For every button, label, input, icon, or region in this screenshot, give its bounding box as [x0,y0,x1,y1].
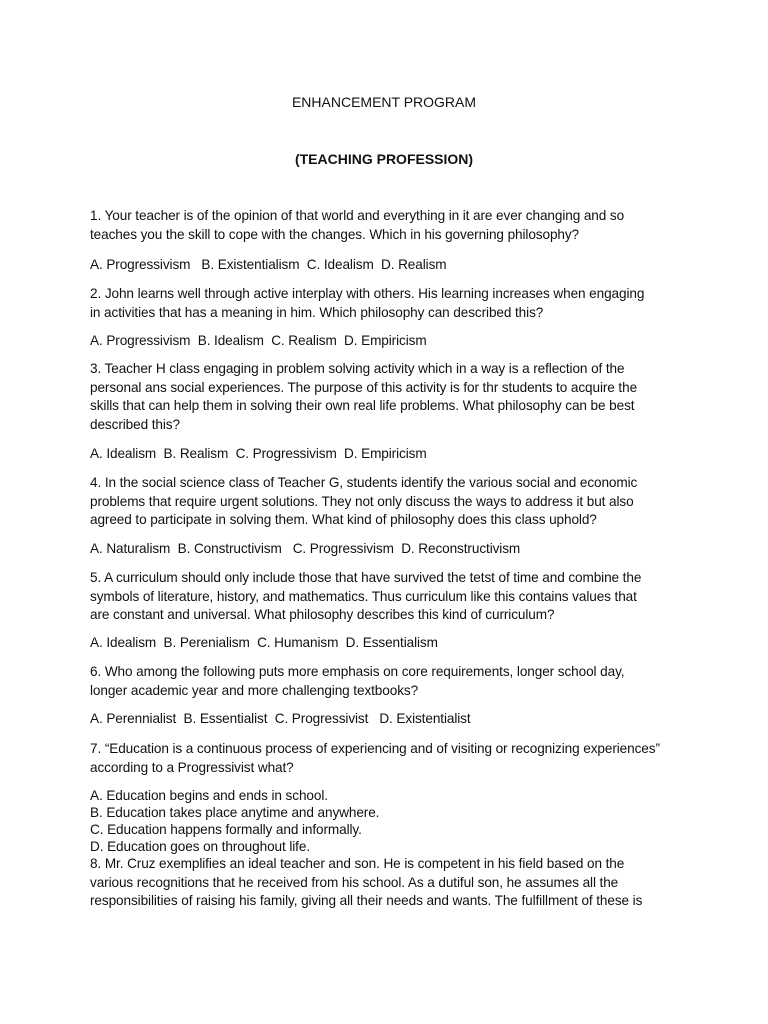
document-subtitle: (TEACHING PROFESSION) [294,151,474,167]
question-line: skills that can help them in solving their own real life problems. What philosophy can be best [90,398,635,414]
question-line: agreed to participate in solving them. What kind of philosophy does this class uphold? [90,512,597,528]
question-line: problems that require urgent solutions. They not only discuss the ways to address it but also [90,493,634,509]
option-line: D. Education goes on throughout life. [90,839,310,854]
question-3-text [90,360,680,434]
question-line: teaches you the skill to cope with the changes. Which in his governing philosophy? [90,226,580,242]
question-2-text [90,285,680,322]
question-line: 1. Your teacher is of the opinion of that world and everything in it are ever changing and so [90,208,625,223]
question-6-options: A. Perennialist B. Essentialist C. Progressivist D. Existentialist [90,711,471,726]
question-8-text [90,855,680,911]
question-line: personal ans social experiences. The purpose of this activity is for thr students to acquire the [90,379,638,395]
question-line: 3. Teacher H class engaging in problem solving activity which in a way is a reflection of the [90,361,625,376]
question-4-options: A. Naturalism B. Constructivism C. Progressivism D. Reconstructivism [90,541,521,556]
question-2-options: A. Progressivism B. Idealism C. Realism D. Empiricism [90,333,427,348]
question-4-text [90,474,680,530]
question-line: 6. Who among the following puts more emphasis on core requirements, longer school day, [90,664,625,679]
option-line: A. Education begins and ends in school. [90,788,328,803]
question-line: 5. A curriculum should only include those that have survived the tetst of time and combine the [90,570,642,585]
question-5-options: A. Idealism B. Perenialism C. Humanism D. Essentialism [90,635,438,650]
question-line: symbols of literature, history, and mathematics. Thus curriculum like this contains values that [90,588,637,604]
question-1-options: A. Progressivism B. Existentialism C. Idealism D. Realism [90,257,447,272]
document-title: ENHANCEMENT PROGRAM [291,94,477,110]
question-line: responsibilities of raising his family, giving all their needs and wants. The fulfillment of these is [90,893,643,909]
question-line: 7. “Education is a continuous process of experiencing and of visiting or recognizing experiences” [90,741,660,756]
question-line: in activities that has a meaning in him. Which philosophy can described this? [90,304,544,320]
option-line: B. Education takes place anytime and anywhere. [90,805,380,820]
question-line: described this? [90,416,180,432]
option-line: C. Education happens formally and informally. [90,822,362,837]
question-line: 8. Mr. Cruz exemplifies an ideal teacher and son. He is competent in his field based on the [90,856,625,871]
question-line: 2. John learns well through active interplay with others. His learning increases when engaging [90,286,645,301]
question-6-text [90,663,680,700]
question-line: according to a Progressivist what? [90,759,294,775]
question-5-text [90,569,680,625]
question-line: longer academic year and more challenging textbooks? [90,682,419,698]
question-1-text [90,207,680,244]
question-line: 4. In the social science class of Teacher G, students identify the various social and economic [90,475,638,490]
question-3-options: A. Idealism B. Realism C. Progressivism D. Empiricism [90,446,427,461]
question-line: various recognitions that he received from his school. As a dutiful son, he assumes all the [90,874,619,890]
question-7-options [90,787,680,855]
question-line: are constant and universal. What philosophy describes this kind of curriculum? [90,607,555,623]
question-7-text [90,740,680,777]
